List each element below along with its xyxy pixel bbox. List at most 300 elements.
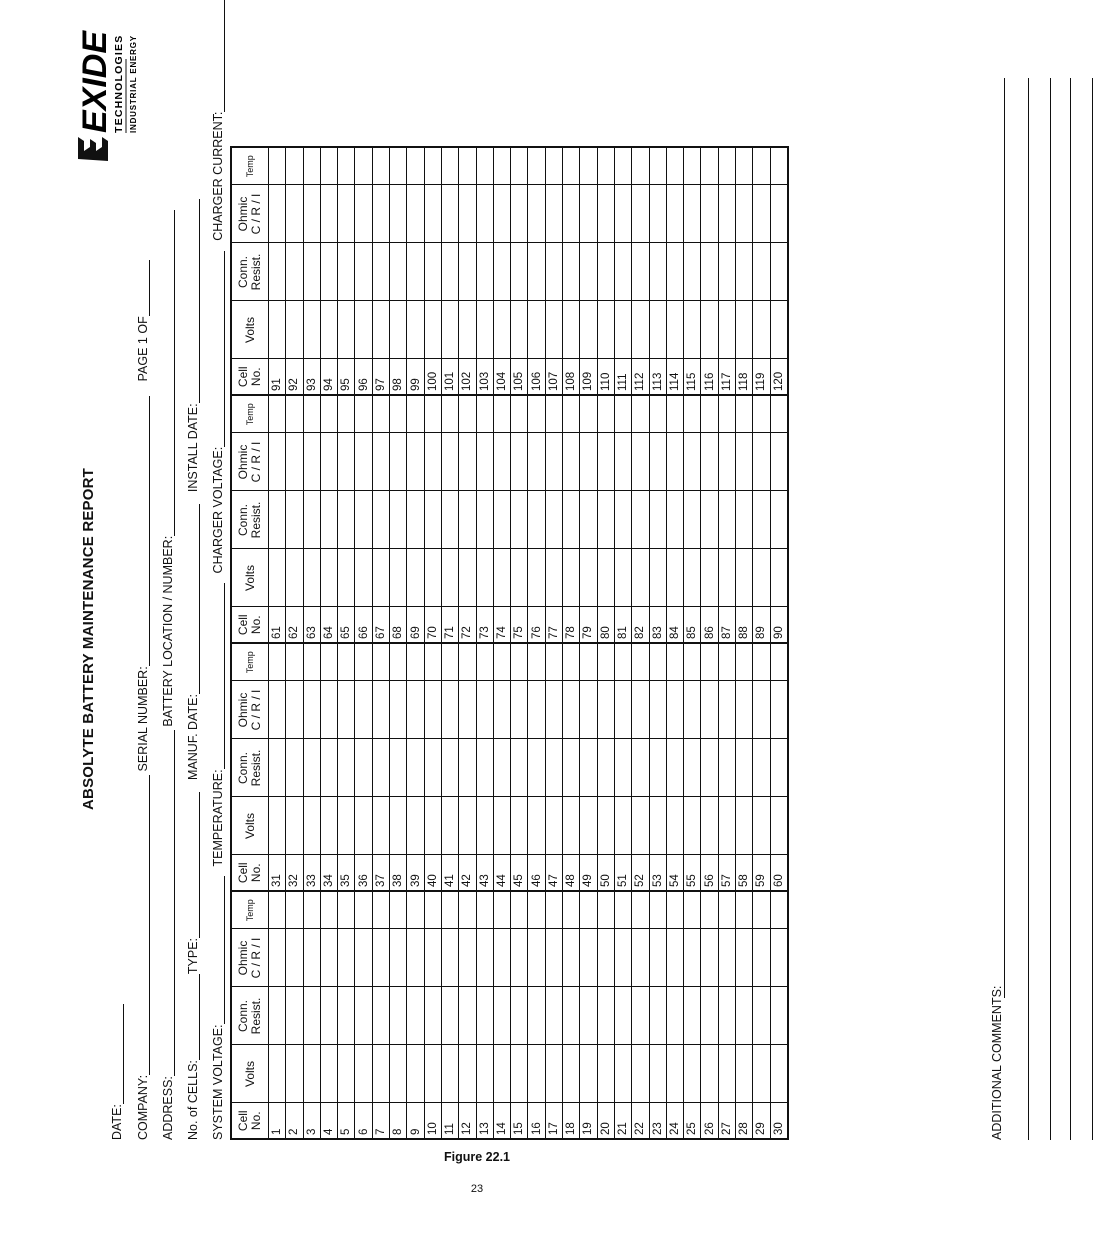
ohmic-cell[interactable] xyxy=(563,185,580,243)
conn-resist-cell[interactable] xyxy=(718,243,735,301)
conn-resist-cell[interactable] xyxy=(614,491,631,549)
conn-resist-cell[interactable] xyxy=(580,987,597,1045)
volts-cell[interactable] xyxy=(736,1045,753,1103)
volts-cell[interactable] xyxy=(718,1045,735,1103)
ohmic-cell[interactable] xyxy=(666,433,683,491)
ohmic-cell[interactable] xyxy=(390,929,407,987)
volts-cell[interactable] xyxy=(459,549,476,607)
volts-cell[interactable] xyxy=(355,1045,372,1103)
temp-cell[interactable] xyxy=(563,395,580,433)
ohmic-cell[interactable] xyxy=(441,681,458,739)
volts-cell[interactable] xyxy=(338,301,355,359)
volts-cell[interactable] xyxy=(701,549,718,607)
volts-cell[interactable] xyxy=(649,549,666,607)
ohmic-cell[interactable] xyxy=(580,185,597,243)
ohmic-cell[interactable] xyxy=(597,433,614,491)
volts-cell[interactable] xyxy=(563,797,580,855)
ohmic-cell[interactable] xyxy=(632,185,649,243)
conn-resist-cell[interactable] xyxy=(476,491,493,549)
ohmic-cell[interactable] xyxy=(303,433,320,491)
ohmic-cell[interactable] xyxy=(545,185,562,243)
ohmic-cell[interactable] xyxy=(511,433,528,491)
conn-resist-cell[interactable] xyxy=(563,739,580,797)
conn-resist-cell[interactable] xyxy=(407,739,424,797)
temp-cell[interactable] xyxy=(320,147,337,185)
ohmic-cell[interactable] xyxy=(355,681,372,739)
temp-cell[interactable] xyxy=(407,643,424,681)
conn-resist-cell[interactable] xyxy=(286,739,303,797)
conn-resist-cell[interactable] xyxy=(649,739,666,797)
conn-resist-cell[interactable] xyxy=(632,243,649,301)
conn-resist-cell[interactable] xyxy=(753,243,770,301)
temp-cell[interactable] xyxy=(614,147,631,185)
volts-cell[interactable] xyxy=(390,1045,407,1103)
conn-resist-cell[interactable] xyxy=(753,739,770,797)
ohmic-cell[interactable] xyxy=(528,185,545,243)
volts-cell[interactable] xyxy=(372,549,389,607)
volts-cell[interactable] xyxy=(320,1045,337,1103)
temp-cell[interactable] xyxy=(355,891,372,929)
conn-resist-cell[interactable] xyxy=(736,739,753,797)
conn-resist-cell[interactable] xyxy=(632,491,649,549)
conn-resist-cell[interactable] xyxy=(614,987,631,1045)
volts-cell[interactable] xyxy=(286,301,303,359)
address-field[interactable] xyxy=(161,210,175,1140)
temp-cell[interactable] xyxy=(597,891,614,929)
volts-cell[interactable] xyxy=(269,301,286,359)
volts-cell[interactable] xyxy=(511,797,528,855)
conn-resist-cell[interactable] xyxy=(493,491,510,549)
volts-cell[interactable] xyxy=(407,797,424,855)
temp-cell[interactable] xyxy=(286,147,303,185)
temp-cell[interactable] xyxy=(649,147,666,185)
ohmic-cell[interactable] xyxy=(614,185,631,243)
ohmic-cell[interactable] xyxy=(459,681,476,739)
ohmic-cell[interactable] xyxy=(563,929,580,987)
temp-cell[interactable] xyxy=(649,395,666,433)
conn-resist-cell[interactable] xyxy=(372,243,389,301)
conn-resist-cell[interactable] xyxy=(718,739,735,797)
volts-cell[interactable] xyxy=(614,549,631,607)
temp-cell[interactable] xyxy=(269,147,286,185)
temp-cell[interactable] xyxy=(684,643,701,681)
conn-resist-cell[interactable] xyxy=(666,987,683,1045)
temp-cell[interactable] xyxy=(770,643,788,681)
conn-resist-cell[interactable] xyxy=(407,243,424,301)
ohmic-cell[interactable] xyxy=(528,681,545,739)
volts-cell[interactable] xyxy=(355,549,372,607)
temp-cell[interactable] xyxy=(338,643,355,681)
conn-resist-cell[interactable] xyxy=(580,739,597,797)
volts-cell[interactable] xyxy=(269,1045,286,1103)
temp-cell[interactable] xyxy=(632,891,649,929)
temp-cell[interactable] xyxy=(528,643,545,681)
conn-resist-cell[interactable] xyxy=(441,491,458,549)
ohmic-cell[interactable] xyxy=(753,185,770,243)
ohmic-cell[interactable] xyxy=(736,185,753,243)
volts-cell[interactable] xyxy=(493,301,510,359)
ohmic-cell[interactable] xyxy=(701,185,718,243)
conn-resist-cell[interactable] xyxy=(563,491,580,549)
ohmic-cell[interactable] xyxy=(286,929,303,987)
volts-cell[interactable] xyxy=(614,797,631,855)
ohmic-cell[interactable] xyxy=(684,433,701,491)
conn-resist-cell[interactable] xyxy=(597,987,614,1045)
volts-cell[interactable] xyxy=(666,797,683,855)
conn-resist-cell[interactable] xyxy=(563,243,580,301)
temp-cell[interactable] xyxy=(736,643,753,681)
temp-cell[interactable] xyxy=(269,395,286,433)
temp-cell[interactable] xyxy=(511,643,528,681)
volts-cell[interactable] xyxy=(684,301,701,359)
volts-cell[interactable] xyxy=(753,549,770,607)
ohmic-cell[interactable] xyxy=(476,433,493,491)
temp-cell[interactable] xyxy=(632,395,649,433)
temp-cell[interactable] xyxy=(563,643,580,681)
conn-resist-cell[interactable] xyxy=(597,491,614,549)
volts-cell[interactable] xyxy=(441,797,458,855)
ohmic-cell[interactable] xyxy=(303,929,320,987)
ohmic-cell[interactable] xyxy=(269,681,286,739)
volts-cell[interactable] xyxy=(390,549,407,607)
temp-cell[interactable] xyxy=(753,147,770,185)
temp-cell[interactable] xyxy=(511,395,528,433)
ohmic-cell[interactable] xyxy=(493,929,510,987)
volts-cell[interactable] xyxy=(424,301,441,359)
conn-resist-cell[interactable] xyxy=(493,243,510,301)
ohmic-cell[interactable] xyxy=(338,185,355,243)
temp-cell[interactable] xyxy=(545,147,562,185)
ohmic-cell[interactable] xyxy=(684,185,701,243)
conn-resist-cell[interactable] xyxy=(424,987,441,1045)
ohmic-cell[interactable] xyxy=(753,433,770,491)
volts-cell[interactable] xyxy=(424,549,441,607)
conn-resist-cell[interactable] xyxy=(684,243,701,301)
conn-resist-cell[interactable] xyxy=(545,987,562,1045)
ohmic-cell[interactable] xyxy=(649,185,666,243)
temp-cell[interactable] xyxy=(597,643,614,681)
volts-cell[interactable] xyxy=(303,1045,320,1103)
ohmic-cell[interactable] xyxy=(528,433,545,491)
volts-cell[interactable] xyxy=(476,549,493,607)
volts-cell[interactable] xyxy=(545,797,562,855)
ohmic-cell[interactable] xyxy=(736,681,753,739)
ohmic-cell[interactable] xyxy=(390,433,407,491)
conn-resist-cell[interactable] xyxy=(269,987,286,1045)
ohmic-cell[interactable] xyxy=(459,185,476,243)
temp-cell[interactable] xyxy=(424,891,441,929)
volts-cell[interactable] xyxy=(528,797,545,855)
ohmic-cell[interactable] xyxy=(390,185,407,243)
ohmic-cell[interactable] xyxy=(701,681,718,739)
temp-cell[interactable] xyxy=(390,395,407,433)
conn-resist-cell[interactable] xyxy=(770,491,788,549)
temp-cell[interactable] xyxy=(441,643,458,681)
conn-resist-cell[interactable] xyxy=(355,491,372,549)
ohmic-cell[interactable] xyxy=(372,681,389,739)
ohmic-cell[interactable] xyxy=(666,185,683,243)
temp-cell[interactable] xyxy=(320,395,337,433)
volts-cell[interactable] xyxy=(372,797,389,855)
volts-cell[interactable] xyxy=(718,549,735,607)
conn-resist-cell[interactable] xyxy=(459,243,476,301)
temp-cell[interactable] xyxy=(476,891,493,929)
ohmic-cell[interactable] xyxy=(269,929,286,987)
conn-resist-cell[interactable] xyxy=(770,739,788,797)
conn-resist-cell[interactable] xyxy=(390,739,407,797)
conn-resist-cell[interactable] xyxy=(649,987,666,1045)
temp-cell[interactable] xyxy=(303,643,320,681)
system-voltage-row[interactable] xyxy=(211,0,225,1140)
volts-cell[interactable] xyxy=(441,301,458,359)
temp-cell[interactable] xyxy=(580,147,597,185)
ohmic-cell[interactable] xyxy=(303,681,320,739)
volts-cell[interactable] xyxy=(545,549,562,607)
temp-cell[interactable] xyxy=(269,643,286,681)
temp-cell[interactable] xyxy=(563,147,580,185)
temp-cell[interactable] xyxy=(286,643,303,681)
temp-cell[interactable] xyxy=(684,147,701,185)
temp-cell[interactable] xyxy=(701,395,718,433)
temp-cell[interactable] xyxy=(269,891,286,929)
comment-line-3[interactable] xyxy=(1050,78,1051,1140)
conn-resist-cell[interactable] xyxy=(459,987,476,1045)
ohmic-cell[interactable] xyxy=(320,185,337,243)
conn-resist-cell[interactable] xyxy=(511,739,528,797)
conn-resist-cell[interactable] xyxy=(476,987,493,1045)
volts-cell[interactable] xyxy=(476,301,493,359)
conn-resist-cell[interactable] xyxy=(320,243,337,301)
volts-cell[interactable] xyxy=(563,549,580,607)
conn-resist-cell[interactable] xyxy=(407,491,424,549)
volts-cell[interactable] xyxy=(355,797,372,855)
temp-cell[interactable] xyxy=(736,147,753,185)
volts-cell[interactable] xyxy=(701,797,718,855)
temp-cell[interactable] xyxy=(666,147,683,185)
ohmic-cell[interactable] xyxy=(303,185,320,243)
temp-cell[interactable] xyxy=(286,395,303,433)
volts-cell[interactable] xyxy=(736,301,753,359)
conn-resist-cell[interactable] xyxy=(459,739,476,797)
volts-cell[interactable] xyxy=(753,301,770,359)
ohmic-cell[interactable] xyxy=(666,929,683,987)
volts-cell[interactable] xyxy=(493,797,510,855)
ohmic-cell[interactable] xyxy=(424,681,441,739)
ohmic-cell[interactable] xyxy=(407,681,424,739)
volts-cell[interactable] xyxy=(459,797,476,855)
volts-cell[interactable] xyxy=(580,549,597,607)
conn-resist-cell[interactable] xyxy=(736,987,753,1045)
volts-cell[interactable] xyxy=(320,301,337,359)
volts-cell[interactable] xyxy=(684,1045,701,1103)
ohmic-cell[interactable] xyxy=(424,185,441,243)
conn-resist-cell[interactable] xyxy=(355,987,372,1045)
ohmic-cell[interactable] xyxy=(545,681,562,739)
volts-cell[interactable] xyxy=(303,301,320,359)
volts-cell[interactable] xyxy=(580,301,597,359)
ohmic-cell[interactable] xyxy=(718,433,735,491)
temp-cell[interactable] xyxy=(545,643,562,681)
volts-cell[interactable] xyxy=(528,549,545,607)
ohmic-cell[interactable] xyxy=(614,433,631,491)
temp-cell[interactable] xyxy=(614,395,631,433)
ohmic-cell[interactable] xyxy=(407,929,424,987)
temp-cell[interactable] xyxy=(372,891,389,929)
temp-cell[interactable] xyxy=(338,395,355,433)
temp-cell[interactable] xyxy=(718,891,735,929)
conn-resist-cell[interactable] xyxy=(736,491,753,549)
conn-resist-cell[interactable] xyxy=(701,739,718,797)
conn-resist-cell[interactable] xyxy=(649,491,666,549)
ohmic-cell[interactable] xyxy=(407,433,424,491)
temp-cell[interactable] xyxy=(736,891,753,929)
conn-resist-cell[interactable] xyxy=(269,739,286,797)
temp-cell[interactable] xyxy=(407,891,424,929)
ohmic-cell[interactable] xyxy=(770,185,788,243)
temp-cell[interactable] xyxy=(614,891,631,929)
ohmic-cell[interactable] xyxy=(511,929,528,987)
ohmic-cell[interactable] xyxy=(459,433,476,491)
conn-resist-cell[interactable] xyxy=(684,491,701,549)
volts-cell[interactable] xyxy=(511,301,528,359)
conn-resist-cell[interactable] xyxy=(528,739,545,797)
temp-cell[interactable] xyxy=(476,643,493,681)
conn-resist-cell[interactable] xyxy=(528,987,545,1045)
temp-cell[interactable] xyxy=(563,891,580,929)
volts-cell[interactable] xyxy=(753,1045,770,1103)
volts-cell[interactable] xyxy=(597,549,614,607)
volts-cell[interactable] xyxy=(407,301,424,359)
volts-cell[interactable] xyxy=(736,549,753,607)
temp-cell[interactable] xyxy=(770,891,788,929)
volts-cell[interactable] xyxy=(407,549,424,607)
conn-resist-cell[interactable] xyxy=(666,739,683,797)
conn-resist-cell[interactable] xyxy=(493,739,510,797)
conn-resist-cell[interactable] xyxy=(303,243,320,301)
conn-resist-cell[interactable] xyxy=(372,987,389,1045)
temp-cell[interactable] xyxy=(286,891,303,929)
temp-cell[interactable] xyxy=(424,395,441,433)
ohmic-cell[interactable] xyxy=(736,433,753,491)
ohmic-cell[interactable] xyxy=(476,681,493,739)
conn-resist-cell[interactable] xyxy=(441,987,458,1045)
volts-cell[interactable] xyxy=(286,1045,303,1103)
conn-resist-cell[interactable] xyxy=(511,243,528,301)
conn-resist-cell[interactable] xyxy=(338,739,355,797)
volts-cell[interactable] xyxy=(286,797,303,855)
temp-cell[interactable] xyxy=(493,891,510,929)
volts-cell[interactable] xyxy=(493,549,510,607)
volts-cell[interactable] xyxy=(718,301,735,359)
temp-cell[interactable] xyxy=(770,147,788,185)
temp-cell[interactable] xyxy=(718,147,735,185)
ohmic-cell[interactable] xyxy=(632,433,649,491)
ohmic-cell[interactable] xyxy=(459,929,476,987)
volts-cell[interactable] xyxy=(597,1045,614,1103)
temp-cell[interactable] xyxy=(528,395,545,433)
temp-cell[interactable] xyxy=(493,643,510,681)
comment-line-1[interactable] xyxy=(1004,78,1005,998)
temp-cell[interactable] xyxy=(666,891,683,929)
temp-cell[interactable] xyxy=(459,891,476,929)
ohmic-cell[interactable] xyxy=(424,929,441,987)
conn-resist-cell[interactable] xyxy=(269,491,286,549)
ohmic-cell[interactable] xyxy=(580,433,597,491)
ohmic-cell[interactable] xyxy=(511,185,528,243)
conn-resist-cell[interactable] xyxy=(632,739,649,797)
volts-cell[interactable] xyxy=(614,301,631,359)
temp-cell[interactable] xyxy=(736,395,753,433)
ohmic-cell[interactable] xyxy=(320,681,337,739)
conn-resist-cell[interactable] xyxy=(614,243,631,301)
ohmic-cell[interactable] xyxy=(355,433,372,491)
ohmic-cell[interactable] xyxy=(684,929,701,987)
date-field[interactable] xyxy=(110,1004,124,1140)
conn-resist-cell[interactable] xyxy=(753,987,770,1045)
volts-cell[interactable] xyxy=(770,1045,788,1103)
temp-cell[interactable] xyxy=(355,395,372,433)
conn-resist-cell[interactable] xyxy=(390,987,407,1045)
ohmic-cell[interactable] xyxy=(545,433,562,491)
conn-resist-cell[interactable] xyxy=(269,243,286,301)
temp-cell[interactable] xyxy=(580,643,597,681)
volts-cell[interactable] xyxy=(718,797,735,855)
ohmic-cell[interactable] xyxy=(424,433,441,491)
ohmic-cell[interactable] xyxy=(753,681,770,739)
ohmic-cell[interactable] xyxy=(338,929,355,987)
temp-cell[interactable] xyxy=(424,147,441,185)
ohmic-cell[interactable] xyxy=(770,433,788,491)
temp-cell[interactable] xyxy=(701,147,718,185)
ohmic-cell[interactable] xyxy=(286,681,303,739)
temp-cell[interactable] xyxy=(320,891,337,929)
ohmic-cell[interactable] xyxy=(269,185,286,243)
ohmic-cell[interactable] xyxy=(563,433,580,491)
ohmic-cell[interactable] xyxy=(372,185,389,243)
ohmic-cell[interactable] xyxy=(355,929,372,987)
ohmic-cell[interactable] xyxy=(684,681,701,739)
temp-cell[interactable] xyxy=(459,395,476,433)
temp-cell[interactable] xyxy=(424,643,441,681)
conn-resist-cell[interactable] xyxy=(303,739,320,797)
temp-cell[interactable] xyxy=(390,643,407,681)
ohmic-cell[interactable] xyxy=(441,185,458,243)
temp-cell[interactable] xyxy=(580,395,597,433)
ohmic-cell[interactable] xyxy=(597,929,614,987)
temp-cell[interactable] xyxy=(372,147,389,185)
temp-cell[interactable] xyxy=(511,147,528,185)
ohmic-cell[interactable] xyxy=(563,681,580,739)
temp-cell[interactable] xyxy=(493,395,510,433)
ohmic-cell[interactable] xyxy=(597,185,614,243)
temp-cell[interactable] xyxy=(666,395,683,433)
volts-cell[interactable] xyxy=(320,549,337,607)
conn-resist-cell[interactable] xyxy=(424,491,441,549)
conn-resist-cell[interactable] xyxy=(614,739,631,797)
conn-resist-cell[interactable] xyxy=(666,491,683,549)
volts-cell[interactable] xyxy=(701,301,718,359)
temp-cell[interactable] xyxy=(770,395,788,433)
ohmic-cell[interactable] xyxy=(372,929,389,987)
conn-resist-cell[interactable] xyxy=(580,243,597,301)
temp-cell[interactable] xyxy=(632,643,649,681)
ohmic-cell[interactable] xyxy=(753,929,770,987)
ohmic-cell[interactable] xyxy=(718,929,735,987)
volts-cell[interactable] xyxy=(441,1045,458,1103)
ohmic-cell[interactable] xyxy=(597,681,614,739)
volts-cell[interactable] xyxy=(597,797,614,855)
conn-resist-cell[interactable] xyxy=(701,243,718,301)
